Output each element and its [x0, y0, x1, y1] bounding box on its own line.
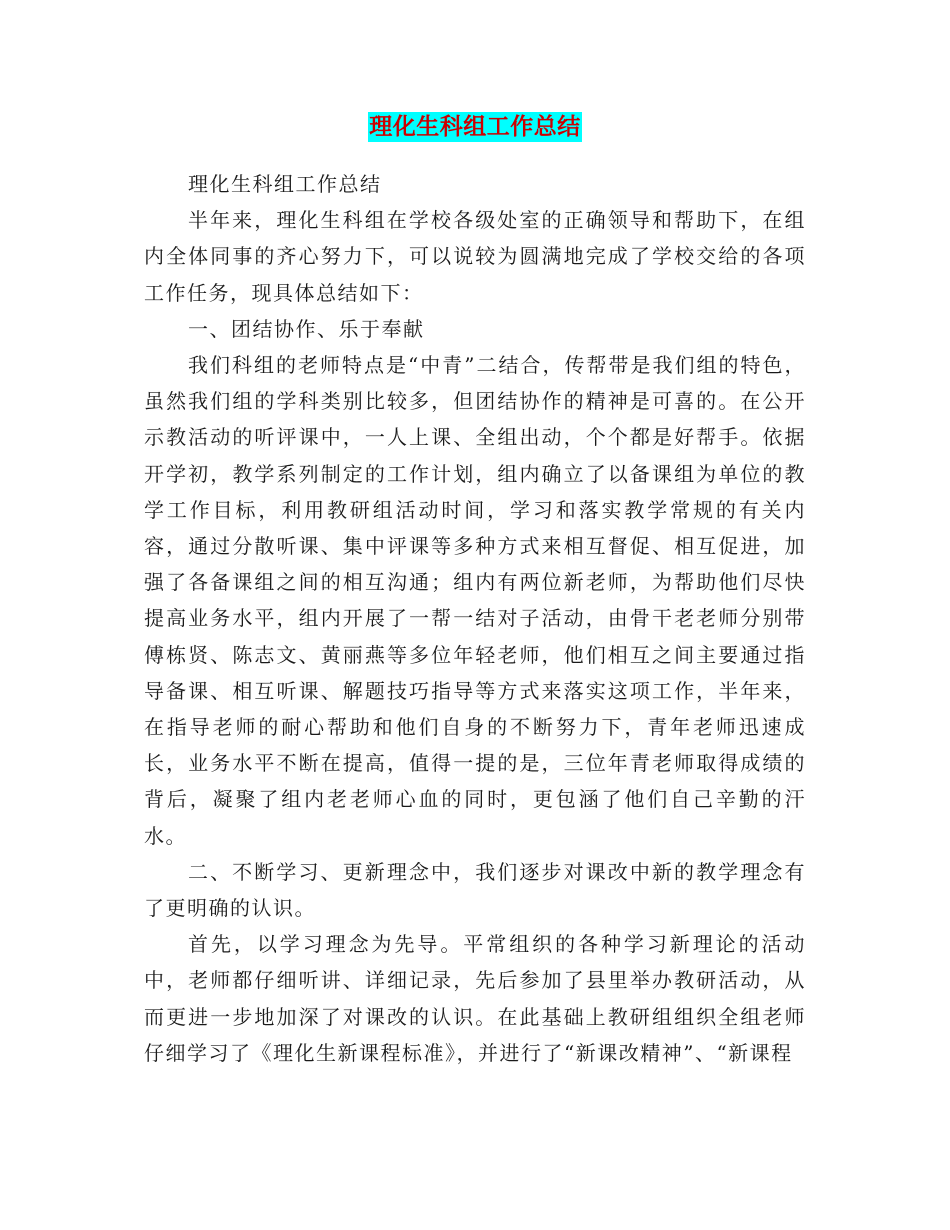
section-heading-1: 一、团结协作、乐于奉献 — [188, 316, 425, 341]
paragraph-section-1: 我们科组的老师特点是“中青”二结合，传帮带是我们组的特色，虽然我们组的学科类别比较多，但团结协作的精神是可喜的。在公开示教活动的听评课中，一人上课、全组出动，个个都是好帮手。依据开学初，教学系列制定的工作计划，组内确立了以备课组为单位的教学工作目标，利用教研组活动时间，学习和落实教学常规的有关内容，通过分散听课、集中评课等多种方式来相互督促、相互促进，加强了各备课组之间的相互沟通；组内有两位新老师，为帮助他们尽快提高业务水平，组内开展了一帮一结对子活动，由骨干老老师分别带傅栋贤、陈志文、黄丽燕等多位年轻老师，他们相互之间主要通过指导备课、相互听课、解题技巧指导等方式来落实这项工作，半年来，在指导老师的耐心帮助和他们自身的不断努力下，青年老师迅速成长，业务水平不断在提高，值得一提的是，三位年青老师取得成绩的背后，凝聚了组内老老师心血的同时，更包涵了他们自己辛勤的汗水。 — [144, 353, 806, 848]
section-heading-2: 二、不断学习、更新理念中，我们逐步对课改中新的教学理念有了更明确的认识。 — [144, 859, 806, 921]
document-title: 理化生科组工作总结 — [369, 114, 581, 140]
paragraph-intro: 半年来，理化生科组在学校各级处室的正确领导和帮助下，在组内全体同事的齐心努力下，可以说较为圆满地完成了学校交给的各项工作任务，现具体总结如下： — [144, 208, 806, 305]
paragraph-subtitle: 理化生科组工作总结 — [188, 172, 382, 196]
document-body — [144, 166, 806, 1071]
paragraph-section-2: 首先，以学习理念为先导。平常组织的各种学习新理论的活动中，老师都仔细听讲、详细记录，先后参加了县里举办教研活动，从而更进一步地加深了对课改的认识。在此基础上教研组组织全组老师仔细学习了《理化生新课程标准》，并进行了“新课改精神”、“新课程 — [144, 932, 806, 1065]
title-container — [0, 112, 950, 142]
